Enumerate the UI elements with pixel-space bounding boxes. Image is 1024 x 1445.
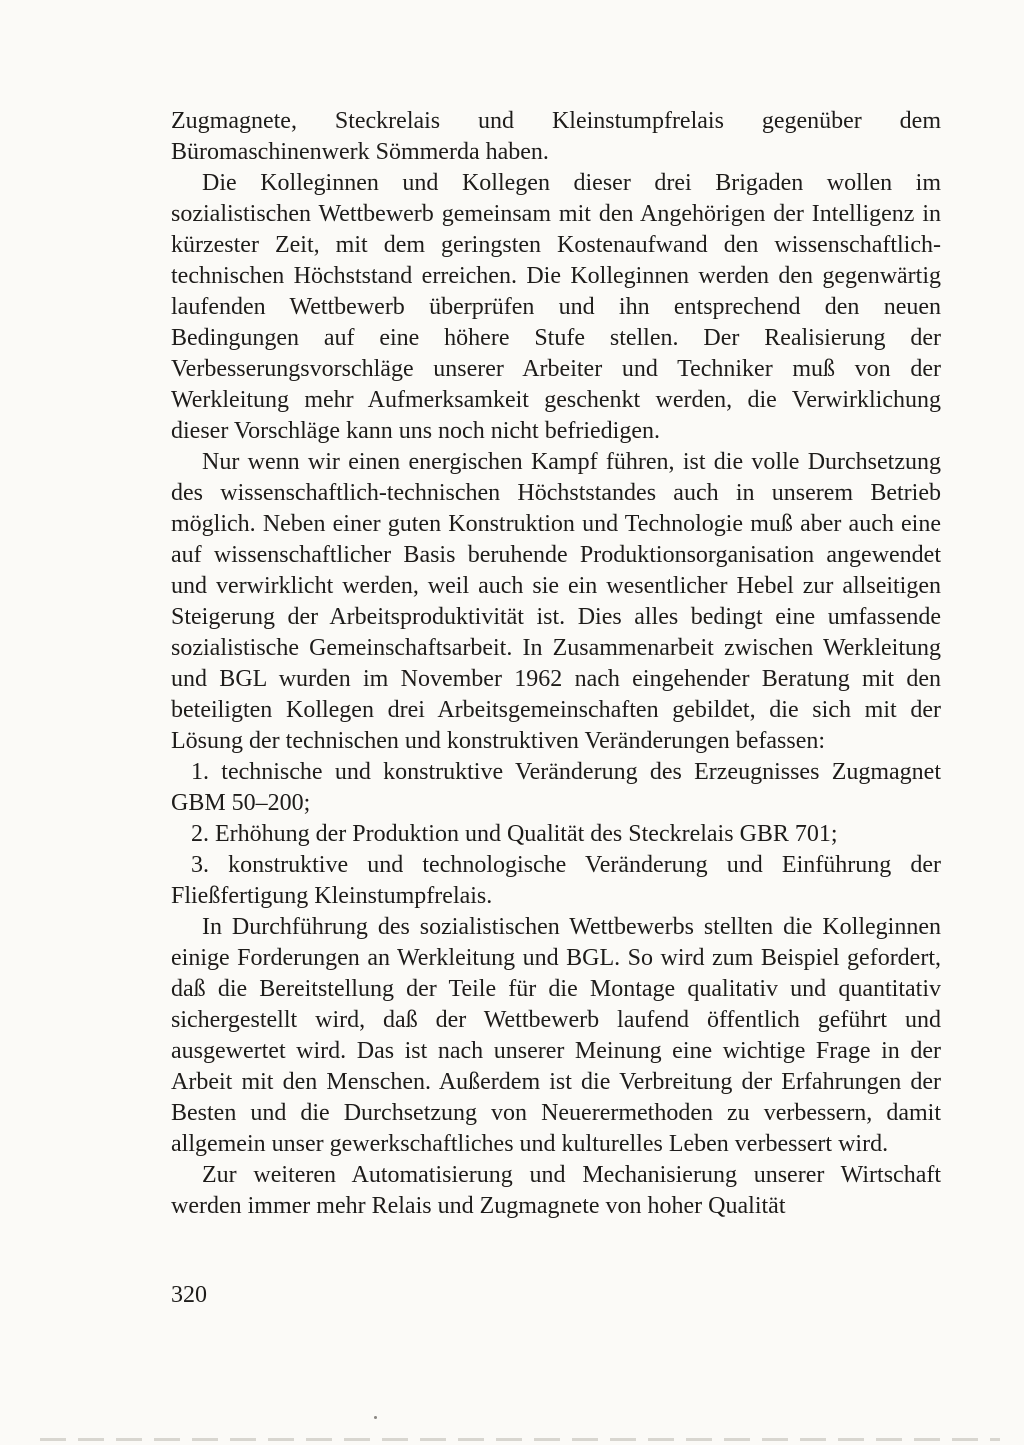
- list-item-1: 1. technische und konstruktive Veränderung des Erzeugnisses Zugmagnet GBM 50–200;: [171, 759, 941, 816]
- paragraph-automation: Zur weiteren Automatisierung und Mechanisierung unserer Wirtschaft werden immer mehr Relais und Zugmagnete von hoher Qualität: [171, 1162, 941, 1219]
- paragraph-brigades: Die Kolleginnen und Kollegen dieser drei Brigaden wollen im sozialistischen Wettbewerb gemeinsam mit den Angehörigen der Intelligenz in kürzester Zeit, mit dem geringsten Kostenaufwand den wissenschaftlich-technischen Höchststand erreichen. Die Kolleginnen werden den gegenwärtig laufenden Wettbewerb überprüfen und ihn entsprechend den neuen Bedingungen auf eine höhere Stufe stellen. Der Realisierung der Verbesserungsvorschläge unserer Arbeiter und Techniker muß von der Werkleitung mehr Aufmerksamkeit geschenkt werden, die Verwirklichung dieser Vorschläge kann uns noch nicht befriedigen.: [171, 170, 941, 444]
- paragraph-continuation: Zugmagnete, Steckrelais und Kleinstumpfrelais gegenüber dem Büromaschinenwerk Sömmerda haben.: [171, 108, 941, 165]
- list-item-2: 2. Erhöhung der Produktion und Qualität des Steckrelais GBR 701;: [191, 821, 838, 847]
- scan-speck: [374, 1416, 377, 1419]
- paragraph-struggle: Nur wenn wir einen energischen Kampf führen, ist die volle Durchsetzung des wissenschaftlich-technischen Höchststandes auch in unserem Betrieb möglich. Neben einer guten Konstruktion und Technologie muß aber auch eine auf wissenschaftlicher Basis beruhende Produktionsorganisation angewendet und verwirklicht werden, weil auch sie ein wesentlicher Hebel zur allseitigen Steigerung der Arbeitsproduktivität ist. Dies alles bedingt eine umfassende sozialistische Gemeinschaftsarbeit. In Zusammenarbeit zwischen Werkleitung und BGL wurden im November 1962 nach eingehender Beratung mit den beteiligten Kollegen drei Arbeitsgemeinschaften gebildet, die sich mit der Lösung der technischen und konstruktiven Veränderungen befassen:: [171, 449, 941, 754]
- paragraph-demands: In Durchführung des sozialistischen Wettbewerbs stellten die Kolleginnen einige Forderungen an Werkleitung und BGL. So wird zum Beispiel gefordert, daß die Bereitstellung der Teile für die Montage qualitativ und quantitativ sichergestellt wird, daß der Wettbewerb laufend öffentlich geführt und ausgewertet wird. Das ist nach unserer Meinung eine wichtige Frage in der Arbeit mit den Menschen. Außerdem ist die Verbreitung der Erfahrungen der Besten und die Durchsetzung von Neuerermethoden zu verbessern, damit allgemein unser gewerkschaftliches und kulturelles Leben verbessert wird.: [171, 914, 941, 1157]
- list-item-3: 3. konstruktive und technologische Veränderung und Einführung der Fließfertigung Kleinstumpfrelais.: [171, 852, 941, 909]
- page-number: 320: [171, 1282, 207, 1308]
- body-text: [171, 106, 941, 1222]
- scan-edge-artifact: [40, 1438, 1000, 1441]
